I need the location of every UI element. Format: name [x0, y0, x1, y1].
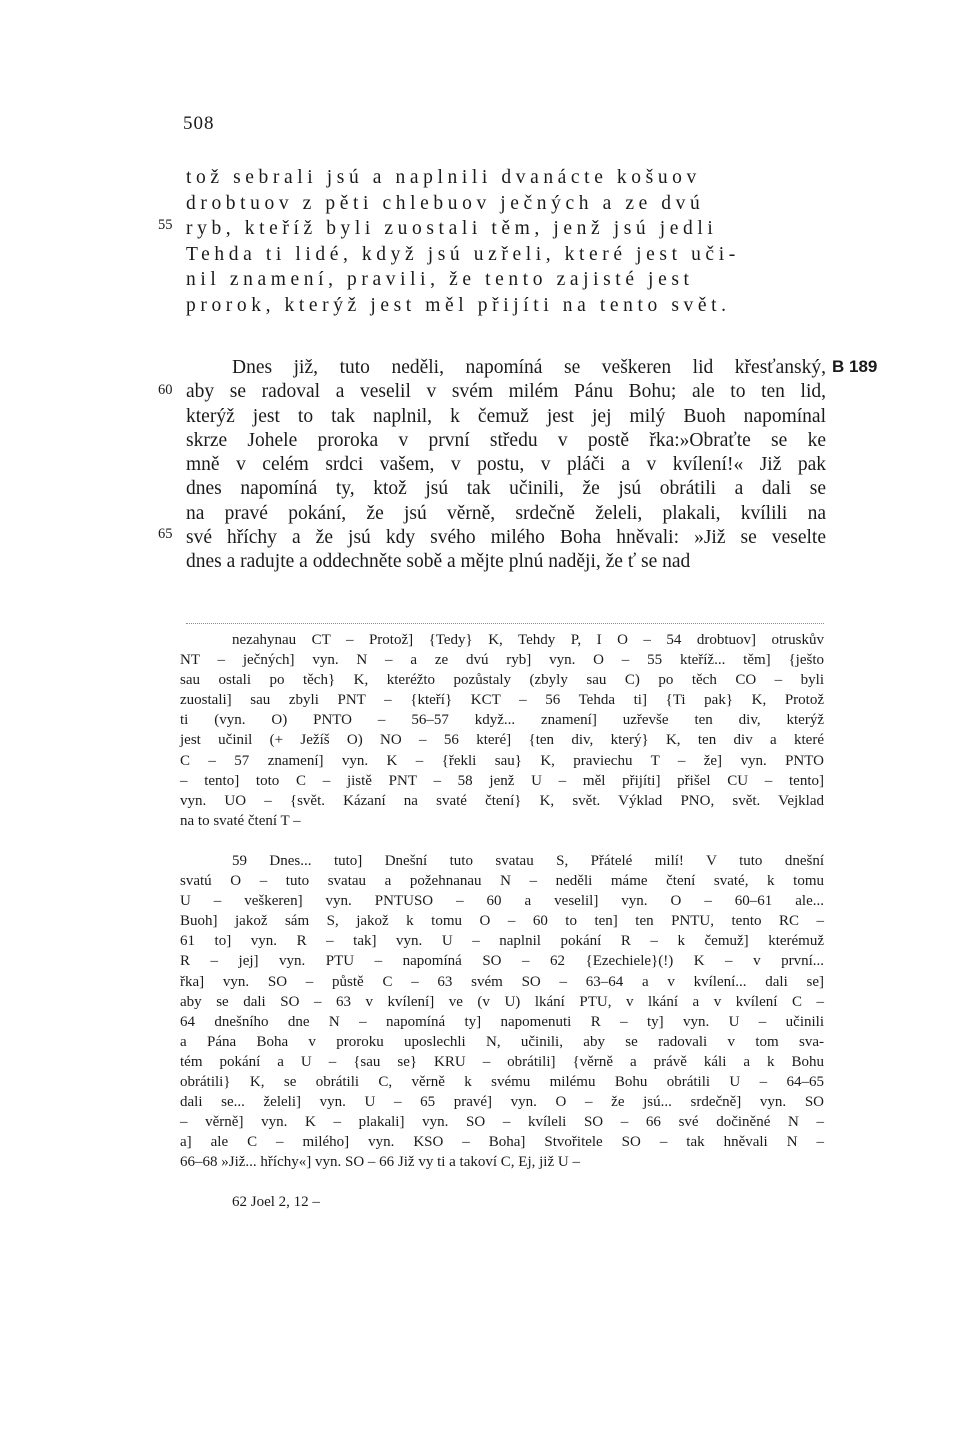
text-line: kterýž jest to tak naplnil, k čemuž jest jej milý Buoh napomínal [186, 405, 826, 427]
note-line: aby se dali SO – 63 v kvílení] ve (v U) lkání PTU, v lkání a v kvílení C – [180, 993, 824, 1010]
apparatus-notes [180, 630, 824, 1213]
note-line: svatú O – tuto svatau a požehnanau N – neděli máme čtení svaté, k tomu [180, 873, 824, 890]
text-line: své hříchy a že jsú kdy svého milého Boha hněvali: »Již se veselte [186, 527, 826, 549]
note-line: NT – ječných] vyn. N – a ze dvú ryb] vyn. O – 55 kteříž... těm] {ješto [180, 652, 824, 669]
note-line: 62 Joel 2, 12 – [232, 1194, 320, 1211]
note-line: U – veškeren] vyn. PNTUSO – 60 a veselil] vyn. O – 60–61 ale... [180, 893, 824, 910]
spaced-text-block [186, 165, 826, 318]
note-line: 64 dnešního dne N – napomíná ty] napomenuti R – ty] vyn. U – učinili [180, 1013, 824, 1030]
text-line: mně v celém srdci vašem, v postu, v pláči a v kvílení!« Již pak [186, 454, 826, 476]
page-number: 508 [183, 113, 215, 134]
note-line: na to svaté čtení T – [180, 812, 301, 829]
note-line: dali se... želeli] vyn. U – 65 pravé] vyn. O – že jsú... srdečně] vyn. SO [180, 1094, 824, 1111]
main-text-block [186, 356, 826, 575]
text-line: dnes napomíná ty, ktož jsú tak učinili, že jsú obrátili a dali se [186, 478, 826, 500]
note-line: Buoh] jakož sám S, jakož k tomu O – 60 to ten] ten PNTU, tento RC – [180, 913, 824, 930]
note-line: 59 Dnes... tuto] Dnešní tuto svatau S, Přátelé milí! V tuto dnešní [232, 852, 824, 869]
text-line: nil znamení, pravili, že tento zajisté jest [186, 269, 694, 290]
note-line: tém pokání a U – {sau se} KRU – obrátili] {věrně a právě káli a k Bohu [180, 1053, 824, 1070]
footnote-divider [186, 623, 824, 624]
text-line: ryb, kteříž byli zuostali těm, jenž jsú jedli [186, 218, 718, 239]
note-line: a Pána Boha v proroku uposlechli N, učinili, aby se radovali v tom sva- [180, 1033, 824, 1050]
note-line: 66–68 »Již... hříchy«] vyn. SO – 66 Již vy ti a takoví C, Ej, již U – [180, 1154, 580, 1171]
line-number-60: 60 [158, 382, 173, 398]
note-line: jest učinil (+ Ježíš O) NO – 56 které] {ten div, který} K, ten div a které [180, 732, 824, 749]
text-line: Tehda ti lidé, když jsú uzřeli, které jest uči- [186, 243, 740, 265]
line-number-55: 55 [158, 217, 173, 233]
note-line: – věrně] vyn. K – plakali] vyn. SO – kvíleli SO – 66 své dočiněné N – [180, 1114, 824, 1131]
text-line: aby se radoval a veselil v svém milém Pánu Bohu; ale to ten lid, [186, 381, 826, 403]
text-line: tož sebrali jsú a naplnili dvanácte košuov [186, 167, 701, 188]
note-line: nezahynau CT – Protož] {Tedy} K, Tehdy P, I O – 54 drobtuov] otruskův [232, 632, 824, 648]
text-line: skrze Johele proroka v první středu v postě řka:»Obraťte se ke [186, 429, 826, 451]
text-line: dnes a radujte a oddechněte sobě a mějte plnú naději, že ť se nad [186, 551, 691, 573]
note-line: C – 57 znamení] vyn. K – {řekli sau} K, praviechu T – že] vyn. PNTO [180, 752, 824, 769]
note-line: 61 to] vyn. R – tak] vyn. U – naplnil pokání R – k čemuž] kterémuž [180, 933, 824, 950]
note-line: – tento] toto C – jistě PNT – 58 jenž U – měl přijíti] přišel CU – tento] [180, 772, 824, 789]
note-line: ti (vyn. O) PNTO – 56–57 když... znamení] uzřevše ten div, kterýž [180, 712, 824, 729]
note-line: obrátili} K, se obrátili C, věrně k svému milému Bohu obrátili U – 64–65 [180, 1073, 824, 1090]
text-line: Dnes již, tuto neděli, napomíná se veškeren lid křesťanský, [232, 357, 826, 378]
note-line: R – jej] vyn. PTU – napomíná SO – 62 {Ezechiele}(!) K – v první... [180, 953, 824, 970]
text-line: drobtuov z pěti chlebuov ječných a ze dvú [186, 192, 705, 214]
note-line: sau ostali po těch} K, kteréžto pozůstaly (zbyly sau C) po těch CO – byli [180, 672, 824, 689]
text-line: na pravé pokání, že jsú věrně, srdečně želeli, plakali, kvílili na [186, 502, 826, 524]
text-line: prorok, kterýž jest měl přijíti na tento svět. [186, 294, 731, 316]
note-line: vyn. UO – {svět. Kázaní na svaté čtení} K, svět. Výklad PNO, svět. Vejklad [180, 792, 824, 809]
line-number-65: 65 [158, 526, 173, 542]
margin-reference: B 189 [832, 357, 878, 376]
note-line: a] ale C – milého] vyn. KSO – Boha] Stvořitele SO – tak hněvali N – [180, 1134, 824, 1151]
note-line: zuostali] sau zbyli PNT – {kteří} KCT – 56 Tehda ti] {Ti pak} K, Protož [180, 692, 824, 709]
note-line: řka] vyn. SO – půstě C – 63 svém SO – 63–64 a v kvílení... dali se] [180, 973, 824, 990]
